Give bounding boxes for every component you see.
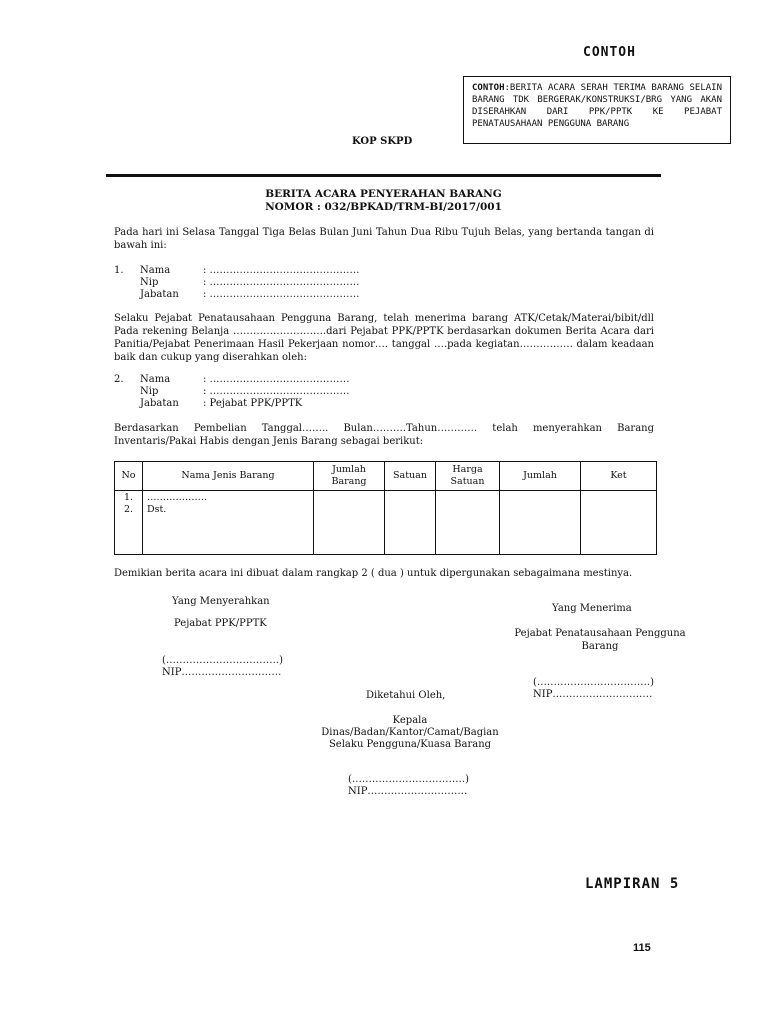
party2-jabatan-value: : Pejabat PPK/PPTK: [203, 398, 303, 409]
receiver-title: Yang Menerima: [552, 603, 632, 614]
receiver-role-line1: Pejabat Penatausahaan Pengguna: [514, 628, 686, 639]
document-title: BERITA ACARA PENYERAHAN BARANG: [265, 188, 502, 200]
cell-ket: [581, 491, 657, 555]
party1-number: 1.: [114, 265, 124, 276]
receiver-name-line: (…………………………….): [533, 677, 654, 688]
cell-harga-satuan: [436, 491, 500, 555]
col-harga-satuan: Harga Satuan: [436, 462, 500, 491]
contoh-label: CONTOH: [583, 45, 636, 60]
party1-name-label: Nama: [140, 265, 171, 276]
giver-name-line: (…………………………….): [162, 655, 283, 666]
intro-paragraph: Pada hari ini Selasa Tanggal Tiga Belas Bulan Juni Tahun Dua Ribu Tujuh Belas, yang bertanda tangan di bawah ini:: [114, 227, 654, 251]
giver-nip: NIP…………………………: [162, 667, 282, 678]
cell-jumlah-barang: [314, 491, 385, 555]
letterhead-divider: [106, 174, 661, 177]
party1-name-value: : ………………………………………: [203, 265, 360, 276]
contoh-box-label: CONTOH: [472, 83, 505, 93]
giver-title: Yang Menyerahkan: [172, 596, 270, 607]
known-role-line2: Dinas/Badan/Kantor/Camat/Bagian: [321, 727, 499, 738]
col-satuan: Satuan: [385, 462, 436, 491]
giver-role: Pejabat PPK/PPTK: [174, 618, 267, 629]
purchase-paragraph: Berdasarkan Pembelian Tanggal…….. Bulan……….Tahun………… telah menyerahkan Barang Inventaris/Pakai Habis dengan Jenis Barang sebagai berikut:: [114, 423, 654, 447]
col-ket: Ket: [581, 462, 657, 491]
kop-skpd: KOP SKPD: [352, 136, 413, 147]
party2-name-label: Nama: [140, 374, 171, 385]
party1-nip-value: : ………………………………………: [203, 277, 360, 288]
party1-nip-label: Nip: [140, 277, 159, 288]
cell-jumlah: [500, 491, 581, 555]
known-title: Diketahui Oleh,: [366, 690, 446, 701]
contoh-description-box: [463, 76, 731, 144]
table-row: [115, 491, 657, 555]
row-names: ………………. Dst.: [143, 491, 314, 555]
receiver-role-line2: Barang: [581, 641, 619, 652]
party2-name-value: : ……………………………………: [203, 374, 350, 385]
col-nama-jenis-barang: Nama Jenis Barang: [143, 462, 314, 491]
known-nip: NIP…………………………: [348, 786, 468, 797]
party1-jabatan-label: Jabatan: [140, 289, 179, 300]
receiver-nip: NIP…………………………: [533, 689, 653, 700]
document-number: NOMOR : 032/BPKAD/TRM-BI/2017/001: [265, 201, 502, 213]
page-number: 115: [633, 942, 651, 954]
known-name-line: (…………………………….): [348, 774, 469, 785]
lampiran-label: LAMPIRAN 5: [585, 876, 680, 892]
known-role-line3: Selaku Pengguna/Kuasa Barang: [328, 739, 492, 750]
cell-satuan: [385, 491, 436, 555]
table-header-row: [115, 462, 657, 491]
col-jumlah: Jumlah: [500, 462, 581, 491]
closing-paragraph: Demikian berita acara ini dibuat dalam rangkap 2 ( dua ) untuk dipergunakan sebagaimana mestinya.: [114, 568, 633, 579]
receipt-paragraph: Selaku Pejabat Penatausahaan Pengguna Barang, telah menerima barang ATK/Cetak/Materai/bibit/dll Pada rekening Belanja ……………………….dari Pejabat PPK/PPTK berdasarkan dokumen Berita Acara dari Panitia/Pejabat Penerimaan Hasil Pekerjaan nomor…. tanggal ….pada kegiatan……………. dalam keadaan baik dan cukup yang diserahkan oleh:: [114, 313, 654, 363]
party2-nip-label: Nip: [140, 386, 159, 397]
party2-jabatan-label: Jabatan: [140, 398, 179, 409]
party1-jabatan-value: : ………………………………………: [203, 289, 360, 300]
known-role-line1: Kepala: [392, 715, 428, 726]
party2-number: 2.: [114, 374, 124, 385]
items-table: [114, 461, 657, 555]
col-no: No: [115, 462, 143, 491]
col-jumlah-barang: Jumlah Barang: [314, 462, 385, 491]
party2-nip-value: : ……………………………………: [203, 386, 350, 397]
contoh-box-text: :BERITA ACARA SERAH TERIMA BARANG SELAIN BARANG TDK BERGERAK/KONSTRUKSI/BRG YANG AKAN DISERAHKAN DARI PPK/PPTK KE PEJABAT PENATAUSAHAAN PENGGUNA BARANG: [472, 83, 722, 129]
row-numbers: 1. 2.: [115, 491, 143, 555]
